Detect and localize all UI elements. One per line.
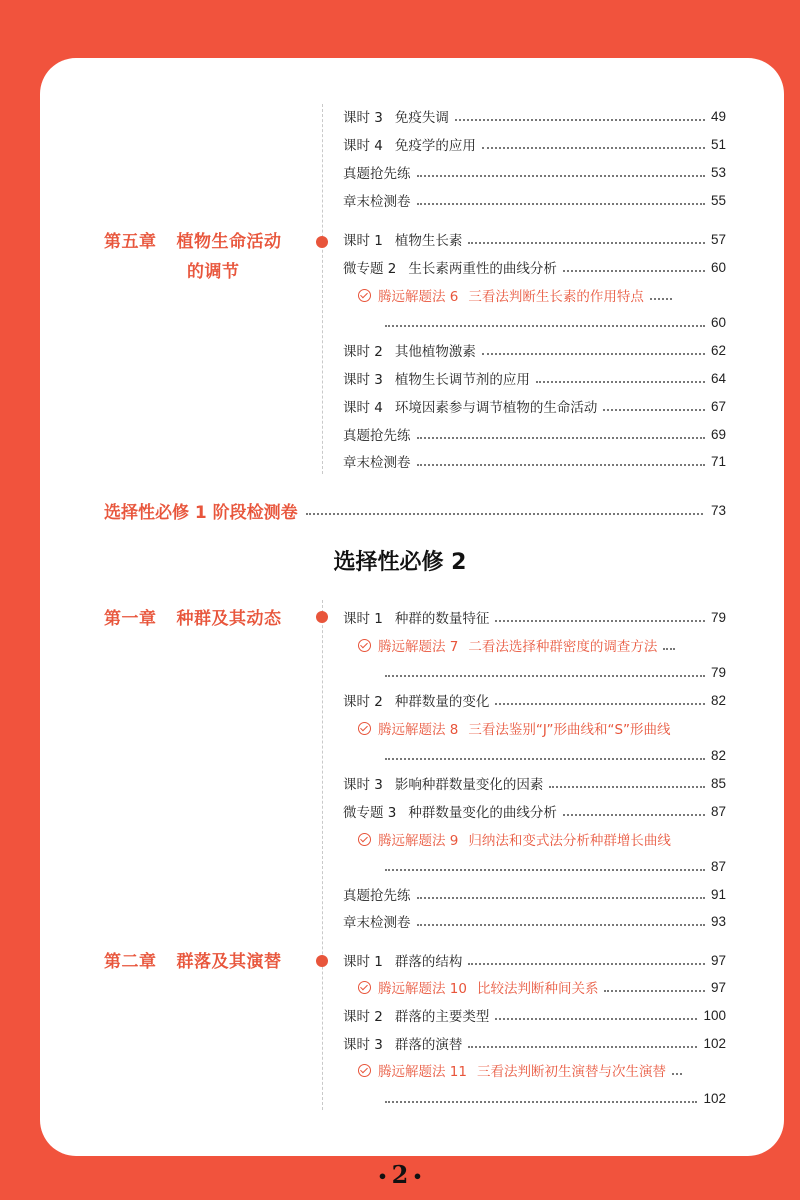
toc-entry[interactable] — [343, 339, 726, 361]
chapter-heading — [104, 604, 282, 634]
entry-title: 归纳法和变式法分析种群增长曲线 — [468, 833, 671, 849]
page-number: 87 — [710, 803, 726, 819]
entry-prefix: 课时 1 — [343, 954, 383, 970]
toc-entry[interactable] — [343, 689, 726, 711]
leader-dots — [563, 270, 705, 272]
chapter-title: 种群及其动态 — [176, 609, 282, 629]
entry-title: 群落的结构 — [394, 954, 463, 970]
leader-dots — [306, 513, 703, 515]
toc-entry[interactable] — [343, 105, 726, 127]
entry-prefix: 课时 3 — [343, 1037, 383, 1053]
page-number: 93 — [710, 913, 726, 929]
method-entry[interactable] — [358, 828, 726, 850]
chapter-number: 第二章 — [104, 952, 157, 972]
stage-test-entry[interactable] — [104, 497, 726, 523]
page-number: 85 — [710, 775, 726, 791]
entry-title: 种群数量变化的曲线分析 — [408, 805, 557, 821]
page-number: 82 — [710, 692, 726, 708]
entry-prefix: 课时 3 — [343, 372, 383, 388]
leader-dots — [495, 703, 705, 705]
toc-entry[interactable] — [343, 1032, 726, 1054]
entry-prefix: 腾远解题法 9 — [378, 833, 459, 849]
toc-entry[interactable] — [343, 228, 726, 250]
leader-dots — [417, 897, 705, 899]
page-number: 73 — [710, 502, 726, 518]
entry-title: 其他植物激素 — [394, 344, 476, 360]
toc-entry-continuation[interactable] — [385, 855, 726, 877]
leader-dots — [536, 381, 705, 383]
toc-entry[interactable] — [343, 949, 726, 971]
chapter-bullet — [316, 236, 328, 248]
entry-title: 三看法鉴别“J”形曲线和“S”形曲线 — [468, 722, 671, 738]
toc-entry[interactable] — [343, 910, 726, 932]
leader-dots — [663, 648, 675, 650]
check-circle-icon — [358, 833, 371, 846]
page-number-value: 2 — [391, 1160, 409, 1189]
method-entry[interactable] — [358, 976, 726, 998]
check-circle-icon — [358, 722, 371, 735]
entry-title: 群落的演替 — [394, 1037, 463, 1053]
toc-entry-continuation[interactable] — [385, 311, 726, 333]
toc-entry[interactable] — [343, 395, 726, 417]
page-number: 64 — [710, 370, 726, 386]
entry-title: 免疫失调 — [394, 110, 449, 126]
entry-prefix: 腾远解题法 11 — [378, 1064, 467, 1080]
method-entry[interactable] — [358, 717, 726, 739]
page-number: 97 — [710, 979, 726, 995]
toc-entry[interactable] — [343, 256, 726, 278]
entry-prefix: 课时 4 — [343, 138, 383, 154]
toc-entry-continuation[interactable] — [385, 1087, 726, 1109]
method-entry[interactable] — [358, 1059, 726, 1081]
toc-entry[interactable] — [343, 883, 726, 905]
toc-entry[interactable] — [343, 800, 726, 822]
leader-dots — [385, 675, 705, 677]
toc-entry-continuation[interactable] — [385, 744, 726, 766]
toc-entry[interactable] — [343, 423, 726, 445]
entry-title: 真题抢先练 — [343, 166, 411, 182]
entry-title: 群落的主要类型 — [394, 1009, 490, 1025]
toc-entry[interactable] — [343, 161, 726, 183]
divider-line — [322, 600, 323, 1110]
entry-title: 植物生长调节剂的应用 — [394, 372, 530, 388]
toc-entry[interactable] — [343, 367, 726, 389]
leader-dots — [468, 963, 705, 965]
leader-dots — [468, 242, 705, 244]
toc-entry-continuation[interactable] — [385, 661, 726, 683]
leader-dots — [417, 464, 705, 466]
chapter-number: 第五章 — [104, 232, 157, 252]
entry-title: 生长素两重性的曲线分析 — [408, 261, 557, 277]
leader-dots — [468, 1046, 697, 1048]
page-number: 79 — [710, 664, 726, 680]
page-number: 60 — [710, 314, 726, 330]
page-number: 91 — [710, 886, 726, 902]
toc-entry[interactable] — [343, 606, 726, 628]
page-number: 69 — [710, 426, 726, 442]
page-number: 71 — [710, 453, 726, 469]
entry-prefix: 腾远解题法 8 — [378, 722, 459, 738]
toc-entry[interactable] — [343, 133, 726, 155]
stage-test-title: 选择性必修 1 阶段检测卷 — [104, 502, 298, 523]
leader-dots — [385, 325, 705, 327]
leader-dots — [417, 203, 705, 205]
leader-dots — [385, 758, 705, 760]
entry-prefix: 腾远解题法 10 — [378, 981, 467, 997]
leader-dots — [549, 786, 705, 788]
page-number: 60 — [710, 259, 726, 275]
entry-title: 三看法判断生长素的作用特点 — [468, 289, 644, 305]
entry-title: 比较法判断种间关系 — [476, 981, 599, 997]
entry-title: 种群的数量特征 — [394, 611, 490, 627]
leader-dots — [385, 869, 705, 871]
check-circle-icon — [358, 639, 371, 652]
entry-title: 章末检测卷 — [343, 455, 411, 471]
leader-dots — [385, 1101, 697, 1103]
page-number: 79 — [710, 609, 726, 625]
entry-title: 种群数量的变化 — [394, 694, 490, 710]
page-number: 55 — [710, 192, 726, 208]
leader-dots — [672, 1073, 682, 1075]
entry-title: 植物生长素 — [394, 233, 463, 249]
entry-title: 章末检测卷 — [343, 915, 411, 931]
entry-prefix: 课时 2 — [343, 1009, 383, 1025]
entry-prefix: 课时 1 — [343, 611, 383, 627]
page-number: 102 — [703, 1035, 726, 1051]
toc-entry[interactable] — [343, 1004, 726, 1026]
leader-dots — [495, 620, 705, 622]
leader-dots — [563, 814, 705, 816]
entry-prefix: 微专题 2 — [343, 261, 397, 277]
entry-title: 真题抢先练 — [343, 888, 411, 904]
entry-prefix: 课时 3 — [343, 110, 383, 126]
entry-prefix: 课时 1 — [343, 233, 383, 249]
toc-entry[interactable] — [343, 450, 726, 472]
page-number: 102 — [703, 1090, 726, 1106]
toc-entry[interactable] — [343, 772, 726, 794]
chapter-title: 植物生命活动 — [176, 232, 282, 252]
entry-prefix: 课时 2 — [343, 694, 383, 710]
leader-dots — [417, 175, 705, 177]
dot-right: • — [412, 1167, 423, 1186]
entry-title: 三看法判断初生演替与次生演替 — [476, 1064, 666, 1080]
toc-entry[interactable] — [343, 189, 726, 211]
entry-prefix: 课时 3 — [343, 777, 383, 793]
entry-prefix: 腾远解题法 7 — [378, 639, 459, 655]
leader-dots — [495, 1018, 697, 1020]
entry-prefix: 微专题 3 — [343, 805, 397, 821]
entry-prefix: 课时 2 — [343, 344, 383, 360]
page-number: 62 — [710, 342, 726, 358]
entry-title: 章末检测卷 — [343, 194, 411, 210]
chapter-heading — [104, 227, 282, 287]
entry-title: 环境因素参与调节植物的生命活动 — [394, 400, 598, 416]
check-circle-icon — [358, 981, 371, 994]
page-number: 57 — [710, 231, 726, 247]
method-entry[interactable] — [358, 634, 726, 656]
entry-prefix: 课时 4 — [343, 400, 383, 416]
check-circle-icon — [358, 289, 371, 302]
page-number: 100 — [703, 1007, 726, 1023]
entry-title: 免疫学的应用 — [394, 138, 476, 154]
dot-left: • — [377, 1167, 388, 1186]
leader-dots — [417, 437, 705, 439]
leader-dots — [417, 924, 705, 926]
leader-dots — [455, 119, 705, 121]
check-circle-icon — [358, 1064, 371, 1077]
chapter-title-line2: 的调节 — [187, 262, 240, 282]
entry-prefix: 腾远解题法 6 — [378, 289, 459, 305]
method-entry[interactable] — [358, 284, 726, 306]
page-number: 53 — [710, 164, 726, 180]
chapter-title: 群落及其演替 — [176, 952, 282, 972]
leader-dots — [482, 353, 705, 355]
page-number: 97 — [710, 952, 726, 968]
divider-line — [322, 104, 323, 474]
page-number-footer — [0, 1160, 800, 1189]
leader-dots — [603, 409, 705, 411]
entry-title: 二看法选择种群密度的调查方法 — [468, 639, 658, 655]
leader-dots — [604, 990, 704, 992]
page-number: 51 — [710, 136, 726, 152]
entry-title: 影响种群数量变化的因素 — [394, 777, 544, 793]
leader-dots — [650, 298, 672, 300]
entry-title: 真题抢先练 — [343, 428, 411, 444]
page-number: 67 — [710, 398, 726, 414]
page-number: 82 — [710, 747, 726, 763]
chapter-heading — [104, 947, 282, 977]
leader-dots — [482, 147, 705, 149]
section-title: 选择性必修 2 — [333, 550, 467, 575]
page-number: 49 — [710, 108, 726, 124]
chapter-bullet — [316, 611, 328, 623]
page-number: 87 — [710, 858, 726, 874]
chapter-bullet — [316, 955, 328, 967]
chapter-number: 第一章 — [104, 609, 157, 629]
